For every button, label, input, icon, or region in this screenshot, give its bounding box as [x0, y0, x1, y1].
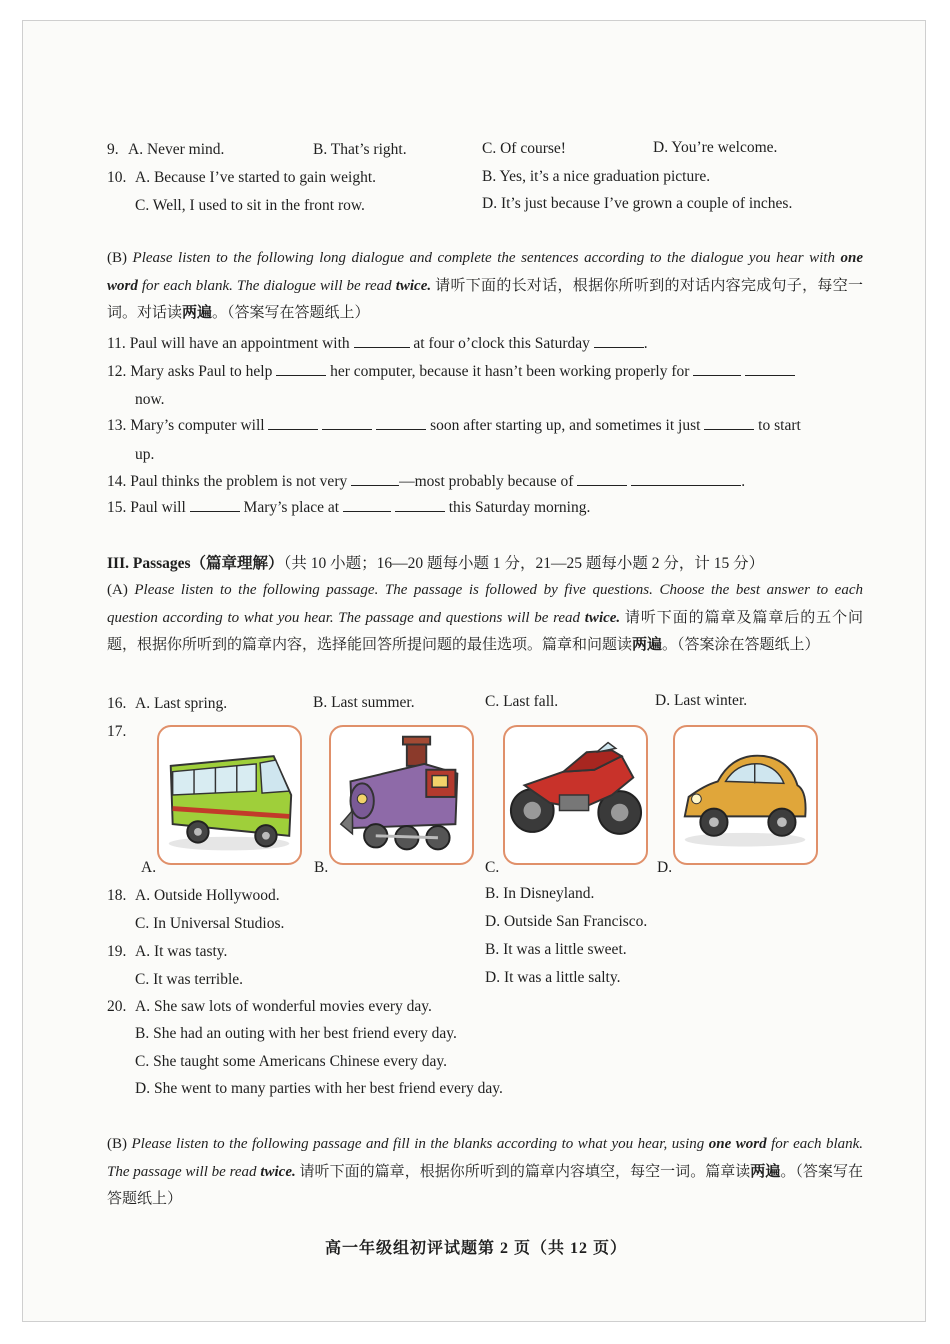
q15: 15. Paul will Mary’s place at this Saturday morning. [107, 499, 591, 516]
q20-option-b: B. She had an outing with her best friend every day. [135, 1025, 457, 1042]
q13: 13. Mary’s computer will soon after starting up, and sometimes it just to start [107, 417, 801, 434]
q10-option-c: C. Well, I used to sit in the front row. [135, 197, 365, 214]
q13-continuation: up. [135, 446, 155, 463]
q16-option-c: C. Last fall. [485, 693, 559, 710]
q18-option-a: A. Outside Hollywood. [135, 887, 280, 904]
car-icon [675, 727, 816, 863]
q16-option-d: D. Last winter. [655, 692, 748, 709]
q14-blank-2 [577, 485, 627, 486]
q18-number: 18. [107, 887, 127, 904]
section-b-dialogue-instructions: (B) Please listen to the following long dialogue and complete the sentences according to the dialogue you hear with one word for each blank. The dialogue will be read twice. 请听下面的长对话，根据你所听到的对话内容完成句子，每空一词。对话读两遍。（答案写在答题纸上） [107, 250, 864, 321]
q11-blank-2 [594, 347, 644, 348]
q19-option-c: C. It was terrible. [135, 971, 244, 988]
q14-blank-3 [631, 485, 741, 486]
q12: 12. Mary asks Paul to help her computer, because it hasn’t been working properly for [107, 363, 795, 381]
q19-number: 19. [107, 943, 127, 960]
q20-option-d: D. She went to many parties with her best friend every day. [135, 1080, 503, 1097]
q16-option-b: B. Last summer. [313, 694, 415, 711]
q9-option-c: C. Of course! [482, 140, 566, 157]
q18-option-b: B. In Disneyland. [485, 885, 595, 902]
q13-blank-3 [376, 429, 426, 430]
q13-blank-2 [322, 429, 372, 430]
q12-blank-1 [276, 375, 326, 376]
q12-blank-3 [745, 375, 795, 376]
q16-number: 16. [107, 695, 127, 712]
q16-option-a: A. Last spring. [135, 695, 228, 712]
page-footer: 高一年级组初评试题第 2 页（共 12 页） [324, 1240, 627, 1257]
q17-option-a: A. [141, 859, 157, 876]
q17-picture-a [157, 725, 302, 865]
q17-option-d: D. [657, 859, 673, 876]
q17-number: 17. [107, 723, 127, 740]
q10-number: 10. [107, 169, 127, 186]
q10-option-a: A. Because I’ve started to gain weight. [135, 169, 377, 186]
q20-number: 20. [107, 998, 127, 1015]
q15-blank-2 [343, 511, 391, 512]
q20-option-c: C. She taught some Americans Chinese every day. [135, 1053, 447, 1070]
q11: 11. Paul will have an appointment with at four o’clock this Saturday . [107, 335, 648, 352]
q19-option-b: B. It was a little sweet. [485, 941, 627, 958]
q14-blank-1 [351, 485, 399, 486]
q11-blank-1 [354, 347, 410, 348]
q18-option-d: D. Outside San Francisco. [485, 913, 648, 930]
q13-blank-4 [704, 429, 754, 430]
q14: 14. Paul thinks the problem is not very —most probably because of . [107, 473, 746, 490]
q9-option-d: D. You’re welcome. [653, 139, 778, 156]
q17-picture-b [329, 725, 474, 865]
q15-blank-3 [395, 511, 445, 512]
train-icon [331, 727, 472, 863]
q10-option-d: D. It’s just because I’ve grown a couple of inches. [482, 195, 793, 212]
q17-option-b: B. [314, 859, 329, 876]
q19-option-d: D. It was a little salty. [485, 969, 621, 986]
motorcycle-icon [505, 727, 646, 863]
q10-option-b: B. Yes, it’s a nice graduation picture. [482, 168, 711, 185]
bus-icon [159, 727, 300, 863]
exam-page [22, 20, 926, 1322]
section-b-passage-instructions: (B) Please listen to the following passage and fill in the blanks according to what you hear, using one word for each blank. The passage will be read twice. 请听下面的篇章，根据你所听到的篇章内容填空，每空一词。篇章读两遍。（答案写在答题纸上） [107, 1136, 864, 1207]
q18-option-c: C. In Universal Studios. [135, 915, 285, 932]
q17-picture-d [673, 725, 818, 865]
q9-option-a: A. Never mind. [128, 141, 225, 158]
q9-option-b: B. That’s right. [313, 141, 407, 158]
section-3-heading: III. Passages（篇章理解）（共 10 小题；16—20 题每小题 1 分，21—25 题每小题 2 分，计 15 分） [107, 555, 765, 572]
q13-blank-1 [268, 429, 318, 430]
q15-blank-1 [190, 511, 240, 512]
section-a-passage-instructions: (A) Please listen to the following passage. The passage is followed by five questions. Choose the best answer to each question according to what you hear. The passage and questions will be read twice. 请听下面的篇章及篇章后的五个问题，根据你所听到的篇章内容，选择能回答所提问题的最佳选项。篇章和问题读两遍。（答案涂在答题纸上） [107, 582, 864, 653]
q20-option-a: A. She saw lots of wonderful movies every day. [135, 998, 432, 1015]
q12-blank-2 [693, 375, 741, 376]
q17-option-c: C. [485, 859, 500, 876]
q9-number: 9. [107, 141, 119, 158]
q19-option-a: A. It was tasty. [135, 943, 228, 960]
q12-continuation: now. [135, 391, 165, 408]
q17-picture-c [503, 725, 648, 865]
